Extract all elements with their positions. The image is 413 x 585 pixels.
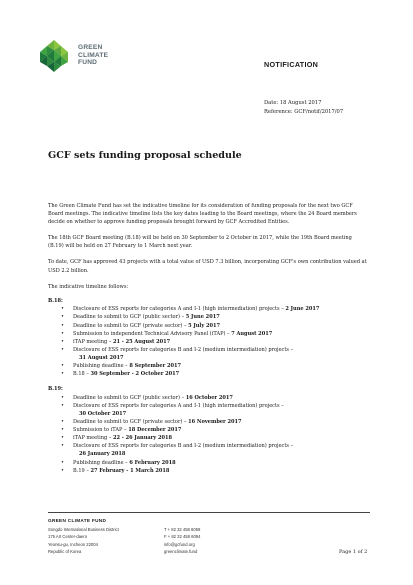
logo-line-fund: FUND	[78, 59, 98, 67]
address-line: Republic of Korea	[48, 549, 82, 555]
board-meetings-paragraph: The 18th GCF Board meeting (B.18) will be held on 30 September to 2 October in 2017, while the 19th Board meeting (B.19) will be held on 27 February to 1 March next year.	[48, 235, 352, 250]
timeline-group-b18	[48, 297, 368, 378]
list-item: • Disclosure of ESS reports for categories A and I-1 (high intermediation) projects – 2 June 2017	[61, 305, 368, 313]
list-item: • Publishing deadline – 6 February 2018	[61, 459, 368, 467]
document-meta	[264, 99, 343, 116]
reference-label: Reference:	[264, 108, 293, 115]
list-item: • Deadline to submit to GCF (private sector) – 16 November 2017	[61, 418, 368, 426]
date-line	[264, 99, 343, 108]
phone-number: T + 82 32 458 6059	[164, 527, 201, 532]
group-title: B.19:	[48, 386, 63, 393]
list-item: • Deadline to submit to GCF (private sector) – 5 July 2017	[61, 322, 368, 330]
reference-line	[264, 108, 343, 117]
timeline-list	[61, 394, 368, 475]
timeline-group-b19	[48, 385, 368, 475]
fax-number: F + 82 32 458 6094	[164, 534, 201, 540]
footer-divider	[48, 512, 370, 513]
list-item: • iTAP meeting – 22 - 26 January 2018	[61, 434, 368, 442]
list-item: • Publishing deadline – 8 September 2017	[61, 362, 368, 370]
list-item: • Deadline to submit to GCF (public sector) – 16 October 2017	[61, 394, 368, 402]
approved-projects-paragraph: To date, GCF has approved 43 projects with a total value of USD 7.3 billion, incorporating GCF's own contribution valued at USD 2.2 billion.	[48, 259, 367, 274]
list-item: • Submission to independent Technical Advisory Panel (iTAP) – 7 August 2017	[61, 330, 368, 338]
logo-line-climate: CLIMATE	[78, 51, 109, 59]
page-title: GCF sets funding proposal schedule	[48, 150, 242, 161]
address-line: Songdo International Business District	[48, 527, 119, 532]
list-item: • B.19 – 27 February - 1 March 2018	[61, 467, 368, 475]
logo-line-green: GREEN	[78, 44, 103, 51]
intro-paragraph: The Green Climate Fund has set the indicative timeline for its consideration of funding proposals for the next two GCF Board meetings. The indicative timeline lists the key dates leading to the Board meetings, where the 24 Board members decide on whether to approve funding proposals brought forward by GCF Accredited Entities.	[48, 203, 357, 226]
list-item: • Disclosure of ESS reports for categories B and I-2 (medium intermediation) projects – 31 August 2017	[61, 346, 368, 362]
list-item: • B.18 – 30 September - 2 October 2017	[61, 370, 368, 378]
gcf-leaf-icon	[34, 38, 74, 76]
group-title: B.18:	[48, 297, 63, 304]
list-item: • Disclosure of ESS reports for categories A and I-1 (high intermediation) projects – 30 October 2017	[61, 402, 368, 418]
date-label: Date:	[264, 100, 279, 106]
date-value: 18 August 2017	[279, 100, 322, 106]
address-line: 175 Art Center-daero	[48, 534, 88, 540]
email-link[interactable]: info@gcfund.org	[164, 541, 195, 547]
footer-contact	[164, 526, 200, 556]
reference-value: GCF/notif/2017/07	[294, 108, 344, 115]
address-line: Yeonsu-gu, Incheon 22004	[48, 541, 98, 547]
list-item: • Deadline to submit to GCF (public sector) – 5 June 2017	[61, 313, 368, 321]
footer-org-name: GREEN CLIMATE FUND	[48, 518, 107, 523]
website-link[interactable]: greenclimate.fund	[164, 549, 198, 555]
list-item: • Submission to iTAP – 18 December 2017	[61, 426, 368, 434]
document-body	[48, 202, 368, 482]
gcf-logo	[34, 34, 109, 78]
timeline-list	[61, 305, 368, 378]
timeline-intro: The indicative timeline follows:	[48, 283, 129, 290]
list-item: • Disclosure of ESS reports for categories B and I-2 (medium intermediation) projects – 26 January 2018	[61, 442, 368, 458]
logo-wordmark	[78, 44, 108, 67]
list-item: • iTAP meeting – 21 - 25 August 2017	[61, 338, 368, 346]
document-type: NOTIFICATION	[264, 60, 319, 69]
footer-address	[48, 526, 119, 556]
page-number: Page 1 of 2	[339, 549, 368, 555]
